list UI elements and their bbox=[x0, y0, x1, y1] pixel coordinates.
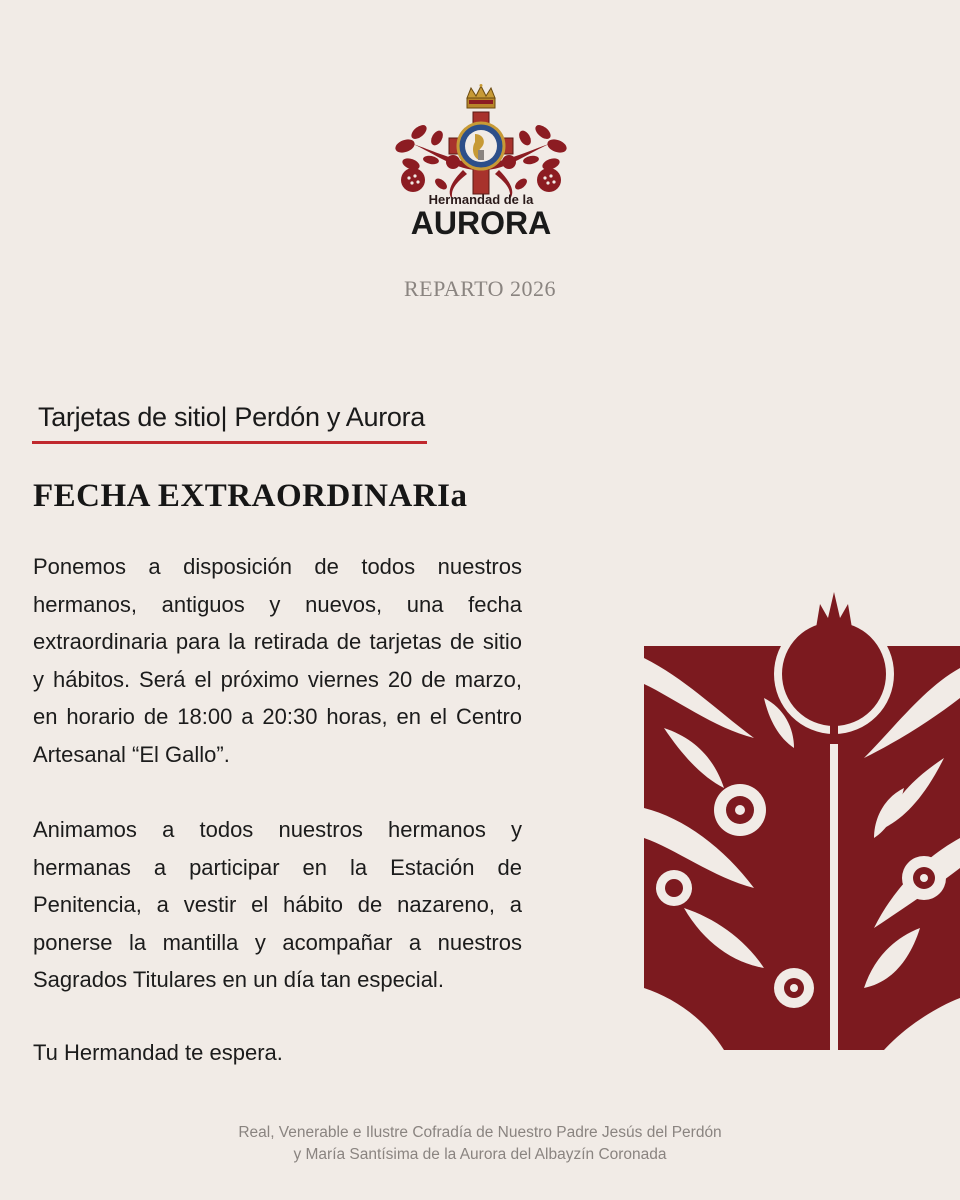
logo-title: AURORA bbox=[410, 205, 552, 241]
page-subtitle: REPARTO 2026 bbox=[404, 276, 556, 301]
paragraph-invitation: Animamos a todos nuestros hermanos y hermanas a participar en la Estación de Penitencia, a vestir el hábito de nazareno, a ponerse la mantilla y acompañar a nuestros Sagrados Titulares en un día tan especial. bbox=[33, 817, 522, 992]
ornament bbox=[644, 588, 960, 1050]
paragraph-announcement: Ponemos a disposición de todos nuestros hermanos, antiguos y nuevos, una fecha extraordinaria para la retirada de tarjetas de sitio y hábitos. Será el próximo viernes 20 de marzo, en horario de 18:00 a 20:30 horas, en el Centro Artesanal “El Gallo”. bbox=[33, 554, 522, 767]
pomegranate-ornament-icon bbox=[644, 588, 960, 1050]
footer-line-2: y María Santísima de la Aurora del Albayzín Coronada bbox=[293, 1146, 667, 1163]
footer bbox=[0, 1122, 960, 1166]
footer-line-1: Real, Venerable e Ilustre Cofradía de Nuestro Padre Jesús del Perdón bbox=[238, 1124, 722, 1141]
section-underline bbox=[32, 441, 427, 444]
paragraph-closing: Tu Hermandad te espera. bbox=[33, 1040, 283, 1065]
logo-subtitle: Hermandad de la bbox=[428, 192, 534, 207]
headline: FECHA EXTRAORDINARIa bbox=[33, 478, 468, 514]
section-tag: Tarjetas de sitio| Perdón y Aurora bbox=[38, 402, 426, 432]
